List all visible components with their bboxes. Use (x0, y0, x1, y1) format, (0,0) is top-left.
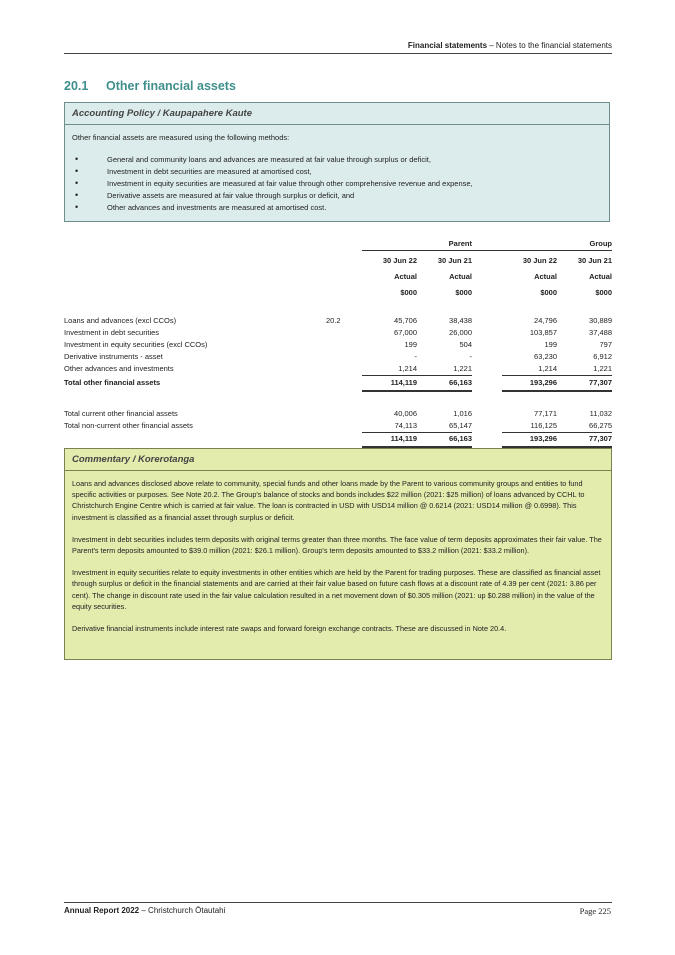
col-actual: Actual (394, 272, 417, 281)
col-units: $000 (540, 288, 557, 297)
row-value: 199 (404, 340, 417, 349)
total-value: 77,307 (557, 376, 612, 391)
header-bold: Financial statements (407, 41, 488, 50)
commentary-body (72, 478, 602, 645)
row-value: - (414, 352, 417, 361)
row-label: Total non-current other financial assets (64, 420, 193, 430)
table-row (64, 363, 612, 376)
footer-rule (64, 902, 612, 903)
table-row (64, 351, 612, 363)
row-value: 45,706 (394, 316, 417, 325)
policy-bullet: • General and community loans and advances are measured at fair value through surplus or deficit, (65, 155, 609, 167)
accounting-policy-box (64, 102, 610, 222)
policy-title-rule (65, 124, 609, 125)
col-actual: Actual (534, 272, 557, 281)
col-units: $000 (400, 288, 417, 297)
row-value: 38,438 (449, 316, 472, 325)
row-note: 20.2 (326, 316, 341, 325)
row-value: 74,113 (362, 420, 417, 433)
table-date-header-row (64, 251, 612, 268)
row-label: Loans and advances (excl CCOs) (64, 316, 177, 325)
page-number: Page 225 (579, 906, 611, 916)
total-value: 77,307 (557, 432, 612, 447)
col-date: 30 Jun 21 (437, 256, 472, 265)
section-number: 20.1 (64, 79, 89, 93)
table-units-header-row (64, 283, 612, 299)
row-value: 37,488 (589, 328, 612, 337)
row-note (326, 339, 362, 351)
row-value: 66,275 (557, 420, 612, 433)
policy-bullet: • Investment in equity securities are measured at fair value through other comprehensive revenue and expense, (65, 179, 609, 191)
total-label: Total other financial assets (64, 378, 161, 387)
table-group-header-row (64, 238, 612, 251)
footer-bold: Annual Report 2022 (64, 906, 140, 915)
row-value: 65,147 (417, 420, 472, 433)
table-row (64, 327, 612, 339)
policy-bullet: • Other advances and investments are measured at amortised cost. (65, 203, 609, 215)
table-total-row (64, 376, 612, 391)
row-value: 504 (459, 340, 472, 349)
parent-header: Parent (417, 238, 472, 251)
header-rest: – Notes to the financial statements (487, 41, 612, 50)
total-value: 193,296 (502, 376, 557, 391)
policy-bullet: • Derivative assets are measured at fair value through surplus or deficit, and (65, 191, 609, 203)
policy-bullet: • Investment in debt securities are measured at amortised cost, (65, 167, 609, 179)
row-value: 103,857 (529, 328, 557, 337)
group-header: Group (557, 238, 612, 251)
table-row (64, 315, 612, 327)
row-value: 77,171 (534, 408, 557, 418)
total-value: 193,296 (502, 432, 557, 447)
other-financial-assets-table (64, 238, 612, 448)
row-label: Other advances and investments (64, 364, 174, 374)
table-split-total-row (64, 432, 612, 447)
row-value: 24,796 (534, 316, 557, 325)
total-value: 114,119 (362, 376, 417, 391)
section-title (64, 79, 236, 93)
section-title-text: Other financial assets (106, 79, 236, 93)
footer-rest: – Christchurch Ōtautahi (139, 906, 226, 915)
row-value: 6,912 (593, 352, 612, 361)
row-value: 1,016 (453, 408, 472, 418)
row-value: 199 (544, 340, 557, 349)
table-row (64, 408, 612, 420)
page-footer (64, 906, 225, 915)
row-value: 63,230 (534, 352, 557, 361)
row-label: Investment in equity securities (excl CCOs) (64, 340, 208, 349)
col-actual: Actual (449, 272, 472, 281)
row-value: 11,032 (589, 408, 612, 418)
row-value: - (469, 352, 472, 361)
commentary-paragraph: Investment in debt securities includes term deposits with original terms greater than three months. The face value of term deposits approximates their fair value. The Parent's term deposits amounted to $39.0 million (2021: $26.1 million). Group's term deposits amounted to $33.2 million (2021: $33.2 million). (72, 534, 602, 556)
row-label: Investment in debt securities (64, 328, 160, 337)
policy-bullet-list (65, 155, 609, 215)
col-date: 30 Jun 21 (577, 256, 612, 265)
commentary-paragraph: Derivative financial instruments include interest rate swaps and forward foreign exchange contracts. These are discussed in Note 20.4. (72, 624, 507, 634)
col-units: $000 (455, 288, 472, 297)
row-note (326, 327, 362, 339)
commentary-title-rule (65, 470, 611, 471)
row-note (326, 363, 362, 376)
col-units: $000 (595, 288, 612, 297)
row-value: 40,006 (394, 408, 417, 418)
table-actual-header-row (64, 267, 612, 283)
commentary-paragraph: Loans and advances disclosed above relate to community, special funds and other loans made by the Parent to various community groups and entities to fund specific activities or purposes. See Note 20.2. The Group's balance of stocks and bonds includes $22 million (2021: $25 million) of loans advanced by CCHL to Christchurch Engine Centre which is carried at fair value. The loan is contracted in USD with USD14 million @ 0.6214 (2021: USD14 million @ 0.6998). This investment is classified as a financial asset through surplus or deficit. (72, 479, 585, 522)
row-value: 116,125 (502, 420, 557, 433)
row-value: 1,214 (502, 363, 557, 376)
col-date: 30 Jun 22 (382, 256, 417, 265)
policy-intro: Other financial assets are measured using the following methods: (72, 133, 290, 142)
policy-title: Accounting Policy / Kaupapahere Kaute (72, 108, 253, 119)
row-value: 1,221 (557, 363, 612, 376)
col-date: 30 Jun 22 (522, 256, 557, 265)
row-value: 30,889 (589, 316, 612, 325)
col-actual: Actual (589, 272, 612, 281)
row-note (326, 351, 362, 363)
page-header (408, 41, 612, 50)
row-value: 1,214 (362, 363, 417, 376)
total-value: 66,163 (417, 376, 472, 391)
table-row (64, 339, 612, 351)
header-rule (64, 53, 612, 54)
row-value: 797 (599, 340, 612, 349)
row-value: 1,221 (417, 363, 472, 376)
row-label: Derivative instruments - asset (64, 352, 163, 361)
row-value: 67,000 (394, 328, 417, 337)
total-value: 66,163 (417, 432, 472, 447)
row-label: Total current other financial assets (64, 408, 178, 418)
commentary-title: Commentary / Korerotanga (72, 454, 195, 465)
total-value: 114,119 (362, 432, 417, 447)
row-value: 26,000 (449, 328, 472, 337)
table-row (64, 420, 612, 433)
commentary-box (64, 448, 612, 660)
commentary-paragraph: Investment in equity securities relate to equity investments in other entities which are held by the Parent for trading purposes. These are classified as financial asset through surplus or deficit in the financial statements and are carried at their fair value based on future cash flows at a discount rate of 4.39 per cent (2021: 3.86 per cent). The change in discount rate used in the fair value calculation resulted in a net movement down of $0.305 million (2021: up $0.288 million) in the value of the equity securities. (72, 568, 601, 611)
